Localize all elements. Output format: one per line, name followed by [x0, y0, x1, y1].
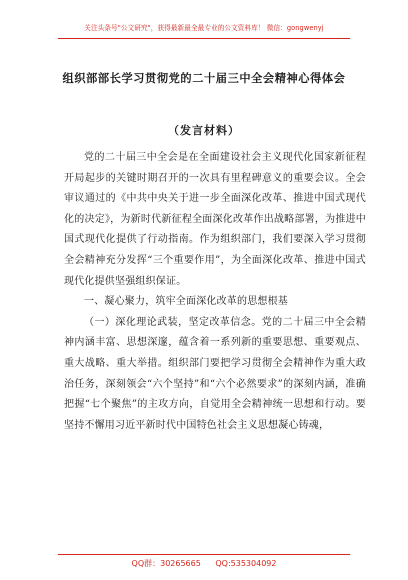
paragraph-1-1: （一）深化理论武装，坚定改革信念。党的二十届三中全会精神内涵丰富、思想深邃，蕴含着一系列新的重要思想、重要观点、重大战略、重大举措。组织部门要把学习贯彻全会精神作为重大政治任务，深刻领会“六个坚持”和“六个必然要求”的深刻内涵，准确把握“七个聚焦”的主攻方向，自觉用全会精神统一思想和行动。要坚持不懈用习近平新时代中国特色社会主义思想凝心铸魂，: [64, 316, 366, 431]
footer-divider: [58, 554, 350, 555]
header-promo-text: 关注头条号"公文研究"，获得最新最全最专业的公文资料库！ 微信：gongwenyj: [84, 24, 324, 32]
footer-qq-group: QQ群：30265665: [131, 559, 201, 568]
document-subtitle: （发言材料）: [168, 124, 240, 137]
header-divider: [58, 38, 350, 39]
section-heading-1: 一、凝心聚力，筑牢全面深化改革的思想根基: [84, 296, 288, 308]
document-title: 组织部部长学习贯彻党的二十届三中全会精神心得体会: [62, 71, 346, 85]
document-body: [64, 148, 366, 436]
footer-qq-number: QQ:535304092: [215, 559, 277, 568]
footer-contact: [0, 558, 408, 569]
paragraph-intro: 党的二十届三中全会是在全面建设社会主义现代化国家新征程开局起步的关键时期召开的一次具有里程碑意义的重要会议。全会审议通过的《中共中央关于进一步全面深化改革、推进中国式现代化的决定》，为新时代新征程全面深化改革作出战略部署，为推进中国式现代化提供了行动指南。作为组织部门，我们要深入学习贯彻全会精神充分发挥“三个重要作用”，为全面深化改革、推进中国式现代化提供坚强组织保证。: [64, 152, 366, 287]
